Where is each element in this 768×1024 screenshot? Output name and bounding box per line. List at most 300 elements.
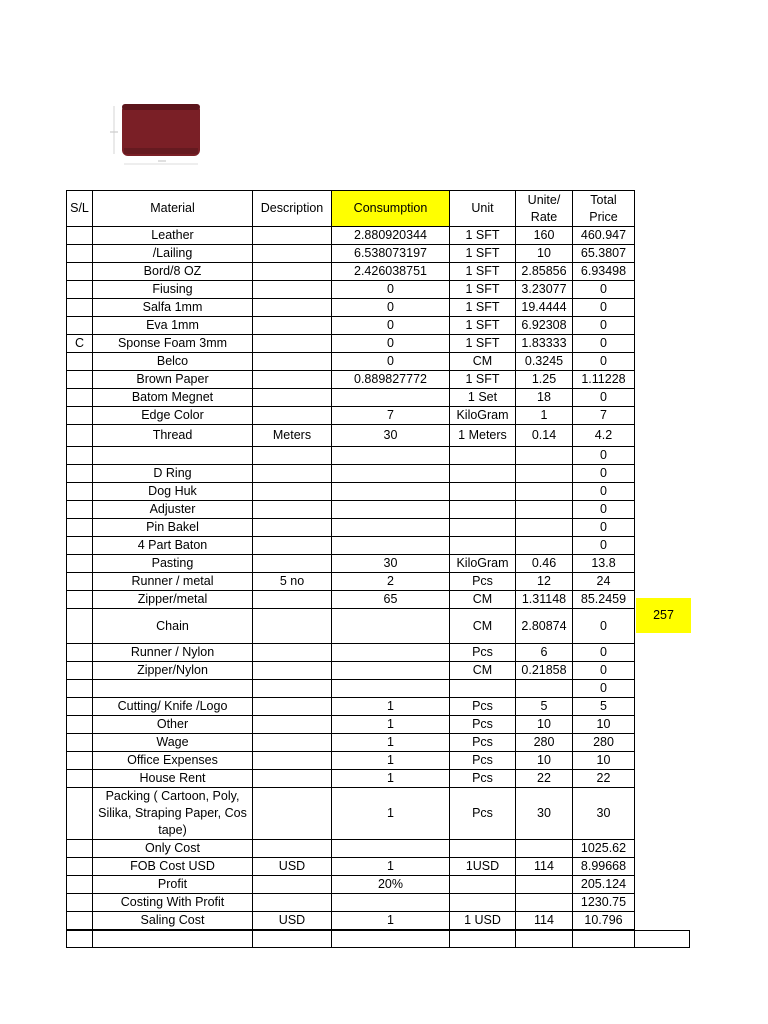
cell-unit (450, 519, 516, 537)
table-row (67, 752, 635, 770)
blank-cell (635, 931, 690, 948)
blank-cell (450, 931, 516, 948)
table-row (67, 573, 635, 591)
blank-cell (516, 931, 573, 948)
cell-total: 8.99668 (573, 858, 635, 876)
cell-description (253, 335, 332, 353)
cell-consumption: 2.880920344 (332, 227, 450, 245)
cell-sl (67, 263, 93, 281)
cell-total: 30 (573, 788, 635, 840)
cell-sl (67, 245, 93, 263)
cell-sl (67, 609, 93, 644)
table-row (67, 227, 635, 245)
cell-rate: 18 (516, 389, 573, 407)
cell-material (93, 447, 253, 465)
cell-material: Wage (93, 734, 253, 752)
cell-description (253, 716, 332, 734)
table-row (67, 662, 635, 680)
cell-unit: CM (450, 662, 516, 680)
cell-consumption: 30 (332, 425, 450, 447)
cell-material: Eva 1mm (93, 317, 253, 335)
cell-unit: KiloGram (450, 555, 516, 573)
cell-material: Chain (93, 609, 253, 644)
cell-consumption: 7 (332, 407, 450, 425)
cell-description (253, 876, 332, 894)
header-material: Material (93, 191, 253, 227)
cell-material: Only Cost (93, 840, 253, 858)
cell-total: 0 (573, 537, 635, 555)
cell-unit (450, 680, 516, 698)
cell-unit (450, 840, 516, 858)
cell-unit (450, 876, 516, 894)
cell-consumption: 1 (332, 788, 450, 840)
cell-total: 0 (573, 317, 635, 335)
cell-sl (67, 894, 93, 912)
cell-sl (67, 537, 93, 555)
header-unit: Unit (450, 191, 516, 227)
cell-unit: 1 SFT (450, 299, 516, 317)
cell-rate (516, 537, 573, 555)
cell-description (253, 537, 332, 555)
cell-total: 0 (573, 644, 635, 662)
cell-sl (67, 840, 93, 858)
cell-sl (67, 858, 93, 876)
cell-consumption (332, 840, 450, 858)
cell-total: 5 (573, 698, 635, 716)
cell-description: Meters (253, 425, 332, 447)
table-header-row (67, 191, 635, 227)
cell-description (253, 407, 332, 425)
cell-rate (516, 840, 573, 858)
table-row (67, 465, 635, 483)
cell-rate: 280 (516, 734, 573, 752)
cell-sl (67, 465, 93, 483)
cell-total: 0 (573, 465, 635, 483)
cell-material: Runner / Nylon (93, 644, 253, 662)
cell-total: 0 (573, 299, 635, 317)
cell-description (253, 299, 332, 317)
cell-rate: 0.21858 (516, 662, 573, 680)
cell-unit: 1 SFT (450, 317, 516, 335)
blank-cell (332, 931, 450, 948)
cell-material: Edge Color (93, 407, 253, 425)
cell-rate: 2.85856 (516, 263, 573, 281)
cell-description (253, 447, 332, 465)
cell-total: 0 (573, 662, 635, 680)
cell-sl (67, 227, 93, 245)
cell-total: 4.2 (573, 425, 635, 447)
table-row (67, 734, 635, 752)
cell-rate (516, 894, 573, 912)
cell-rate: 10 (516, 716, 573, 734)
blank-cell (93, 931, 253, 948)
blank-cell (253, 931, 332, 948)
cell-consumption: 0 (332, 299, 450, 317)
cell-material: D Ring (93, 465, 253, 483)
cell-description (253, 501, 332, 519)
cell-total: 65.3807 (573, 245, 635, 263)
cell-consumption (332, 519, 450, 537)
cell-unit: Pcs (450, 716, 516, 734)
table-row (67, 876, 635, 894)
cell-description (253, 353, 332, 371)
cell-unit: 1 SFT (450, 335, 516, 353)
cell-total: 13.8 (573, 555, 635, 573)
cell-total: 7 (573, 407, 635, 425)
table-row (67, 770, 635, 788)
header-description: Description (253, 191, 332, 227)
cell-total: 1.11228 (573, 371, 635, 389)
cell-rate: 30 (516, 788, 573, 840)
cell-sl (67, 353, 93, 371)
cell-consumption: 0 (332, 317, 450, 335)
table-row (67, 555, 635, 573)
cell-rate: 1.31148 (516, 591, 573, 609)
cell-unit (450, 894, 516, 912)
cell-unit: 1 Set (450, 389, 516, 407)
table-row (67, 281, 635, 299)
cell-description (253, 227, 332, 245)
cell-rate: 160 (516, 227, 573, 245)
cell-unit: 1 SFT (450, 227, 516, 245)
cell-total: 22 (573, 770, 635, 788)
cell-sl (67, 644, 93, 662)
cell-rate: 6 (516, 644, 573, 662)
cell-rate: 22 (516, 770, 573, 788)
cell-description (253, 245, 332, 263)
cell-rate: 114 (516, 912, 573, 930)
table-row (67, 537, 635, 555)
cell-sl (67, 281, 93, 299)
blank-row (67, 931, 690, 948)
cell-description (253, 371, 332, 389)
cell-total: 0 (573, 353, 635, 371)
cell-material: Salfa 1mm (93, 299, 253, 317)
cell-sl: C (67, 335, 93, 353)
table-row (67, 263, 635, 281)
cell-rate (516, 465, 573, 483)
cell-total: 0 (573, 389, 635, 407)
cell-total: 1230.75 (573, 894, 635, 912)
cell-rate: 10 (516, 245, 573, 263)
cell-consumption (332, 465, 450, 483)
cell-consumption: 0.889827772 (332, 371, 450, 389)
cell-material: Zipper/metal (93, 591, 253, 609)
cell-description (253, 483, 332, 501)
cell-description (253, 591, 332, 609)
cell-consumption: 1 (332, 734, 450, 752)
cell-unit: 1USD (450, 858, 516, 876)
table-row (67, 371, 635, 389)
cell-rate: 0.46 (516, 555, 573, 573)
cell-description (253, 317, 332, 335)
cell-rate: 0.14 (516, 425, 573, 447)
cell-consumption: 30 (332, 555, 450, 573)
cell-rate: 1.25 (516, 371, 573, 389)
cell-consumption (332, 537, 450, 555)
cell-unit: Pcs (450, 644, 516, 662)
cell-material: Zipper/Nylon (93, 662, 253, 680)
cell-sl (67, 662, 93, 680)
table-row (67, 483, 635, 501)
table-row (67, 353, 635, 371)
cell-sl (67, 734, 93, 752)
cell-description (253, 609, 332, 644)
cell-sl (67, 716, 93, 734)
cell-description (253, 662, 332, 680)
cell-unit (450, 465, 516, 483)
table-row (67, 788, 635, 840)
cell-sl (67, 299, 93, 317)
table-row (67, 519, 635, 537)
cell-description (253, 680, 332, 698)
blank-row-table (66, 930, 690, 948)
cell-rate: 1 (516, 407, 573, 425)
cell-description (253, 465, 332, 483)
side-highlight-value: 257 (636, 598, 691, 633)
cell-material: Batom Megnet (93, 389, 253, 407)
cell-rate (516, 447, 573, 465)
cell-material (93, 680, 253, 698)
table-row (67, 912, 635, 930)
cell-description (253, 752, 332, 770)
cell-material: FOB Cost USD (93, 858, 253, 876)
cell-unit (450, 501, 516, 519)
cell-material: Other (93, 716, 253, 734)
cell-consumption (332, 609, 450, 644)
table-row (67, 317, 635, 335)
cell-sl (67, 555, 93, 573)
cell-sl (67, 591, 93, 609)
cell-consumption: 1 (332, 912, 450, 930)
cell-sl (67, 876, 93, 894)
cell-material: Belco (93, 353, 253, 371)
cell-total: 24 (573, 573, 635, 591)
cell-material: Leather (93, 227, 253, 245)
cell-material: 4 Part Baton (93, 537, 253, 555)
cell-material: /Lailing (93, 245, 253, 263)
cell-unit: 1 SFT (450, 245, 516, 263)
cell-description (253, 698, 332, 716)
cell-consumption: 0 (332, 281, 450, 299)
cell-consumption: 2.426038751 (332, 263, 450, 281)
cell-total: 0 (573, 519, 635, 537)
cell-description (253, 263, 332, 281)
cell-unit: Pcs (450, 698, 516, 716)
cell-sl (67, 519, 93, 537)
cell-unit: CM (450, 591, 516, 609)
cell-material: Pin Bakel (93, 519, 253, 537)
cell-sl (67, 371, 93, 389)
cell-material: Bord/8 OZ (93, 263, 253, 281)
cell-unit: CM (450, 353, 516, 371)
cell-consumption (332, 501, 450, 519)
cell-material: Packing ( Cartoon, Poly, Silika, Straping Paper, Cos tape) (93, 788, 253, 840)
cell-rate (516, 483, 573, 501)
cell-consumption: 1 (332, 752, 450, 770)
cell-sl (67, 912, 93, 930)
cell-total: 85.2459 (573, 591, 635, 609)
cell-consumption (332, 447, 450, 465)
cell-material: Office Expenses (93, 752, 253, 770)
cell-total: 0 (573, 501, 635, 519)
table-row (67, 698, 635, 716)
cell-unit: 1 Meters (450, 425, 516, 447)
cell-consumption: 0 (332, 335, 450, 353)
cell-rate: 5 (516, 698, 573, 716)
cell-description (253, 770, 332, 788)
cell-sl (67, 752, 93, 770)
cell-total: 10 (573, 716, 635, 734)
cell-total: 0 (573, 447, 635, 465)
cell-description (253, 281, 332, 299)
header-total: Total Price (573, 191, 635, 227)
cell-sl (67, 698, 93, 716)
cell-sl (67, 573, 93, 591)
cell-description (253, 555, 332, 573)
table-row (67, 840, 635, 858)
cell-material: Dog Huk (93, 483, 253, 501)
cell-material: Runner / metal (93, 573, 253, 591)
cell-unit: Pcs (450, 734, 516, 752)
header-rate: Unite/ Rate (516, 191, 573, 227)
cell-description (253, 788, 332, 840)
cell-material: Thread (93, 425, 253, 447)
cell-sl (67, 447, 93, 465)
table-row (67, 299, 635, 317)
cell-consumption (332, 483, 450, 501)
blank-cell (67, 931, 93, 948)
table-row (67, 245, 635, 263)
cell-material: Cutting/ Knife /Logo (93, 698, 253, 716)
table-row (67, 680, 635, 698)
table-row (67, 425, 635, 447)
cell-sl (67, 501, 93, 519)
cell-total: 1025.62 (573, 840, 635, 858)
cell-unit (450, 537, 516, 555)
cell-rate (516, 680, 573, 698)
table-row (67, 591, 635, 609)
cell-consumption: 1 (332, 698, 450, 716)
table-row (67, 407, 635, 425)
cell-unit: Pcs (450, 752, 516, 770)
cell-unit: CM (450, 609, 516, 644)
cell-total: 205.124 (573, 876, 635, 894)
cell-unit: Pcs (450, 573, 516, 591)
cell-total: 6.93498 (573, 263, 635, 281)
cell-rate: 2.80874 (516, 609, 573, 644)
cell-consumption: 1 (332, 770, 450, 788)
cell-consumption (332, 680, 450, 698)
cell-unit: 1 SFT (450, 371, 516, 389)
cell-unit: KiloGram (450, 407, 516, 425)
cell-rate (516, 501, 573, 519)
cell-rate: 0.3245 (516, 353, 573, 371)
costing-table (66, 190, 635, 930)
cell-material: Sponse Foam 3mm (93, 335, 253, 353)
cell-total: 0 (573, 680, 635, 698)
cell-material: Pasting (93, 555, 253, 573)
cell-material: Adjuster (93, 501, 253, 519)
cell-consumption: 6.538073197 (332, 245, 450, 263)
cell-material: Brown Paper (93, 371, 253, 389)
cell-material: Saling Cost (93, 912, 253, 930)
cell-description (253, 389, 332, 407)
cell-total: 0 (573, 281, 635, 299)
cell-total: 0 (573, 483, 635, 501)
cell-sl (67, 407, 93, 425)
table-body (67, 227, 635, 930)
cell-sl (67, 389, 93, 407)
header-sl: S/L (67, 191, 93, 227)
table-row (67, 447, 635, 465)
cell-consumption: 0 (332, 353, 450, 371)
cell-rate: 114 (516, 858, 573, 876)
cell-rate: 1.83333 (516, 335, 573, 353)
cell-consumption: 1 (332, 858, 450, 876)
cell-unit: 1 SFT (450, 281, 516, 299)
cell-consumption: 2 (332, 573, 450, 591)
cell-consumption (332, 894, 450, 912)
cell-sl (67, 483, 93, 501)
table-row (67, 858, 635, 876)
cell-sl (67, 425, 93, 447)
cell-unit: 1 SFT (450, 263, 516, 281)
cell-rate: 12 (516, 573, 573, 591)
cell-description (253, 644, 332, 662)
cell-sl (67, 788, 93, 840)
cell-material: Profit (93, 876, 253, 894)
cell-material: Costing With Profit (93, 894, 253, 912)
cell-sl (67, 317, 93, 335)
cell-total: 10 (573, 752, 635, 770)
cell-consumption (332, 389, 450, 407)
table-row (67, 644, 635, 662)
cell-rate (516, 519, 573, 537)
table-row (67, 389, 635, 407)
cell-material: Fiusing (93, 281, 253, 299)
table-row (67, 501, 635, 519)
header-consumption: Consumption (332, 191, 450, 227)
cell-total: 280 (573, 734, 635, 752)
cell-description: USD (253, 858, 332, 876)
cell-material: House Rent (93, 770, 253, 788)
cell-rate: 3.23077 (516, 281, 573, 299)
cell-description: 5 no (253, 573, 332, 591)
cell-unit: Pcs (450, 788, 516, 840)
cell-description: USD (253, 912, 332, 930)
cell-total: 10.796 (573, 912, 635, 930)
cell-unit (450, 447, 516, 465)
table-row (67, 609, 635, 644)
cell-description (253, 734, 332, 752)
cell-sl (67, 680, 93, 698)
cell-unit (450, 483, 516, 501)
cell-description (253, 894, 332, 912)
cell-unit: 1 USD (450, 912, 516, 930)
table-row (67, 335, 635, 353)
cell-rate: 6.92308 (516, 317, 573, 335)
cell-consumption: 65 (332, 591, 450, 609)
cell-total: 460.947 (573, 227, 635, 245)
table-row (67, 716, 635, 734)
cell-total: 0 (573, 335, 635, 353)
blank-cell (573, 931, 635, 948)
table-row (67, 894, 635, 912)
cell-rate: 10 (516, 752, 573, 770)
cell-description (253, 519, 332, 537)
cell-rate: 19.4444 (516, 299, 573, 317)
